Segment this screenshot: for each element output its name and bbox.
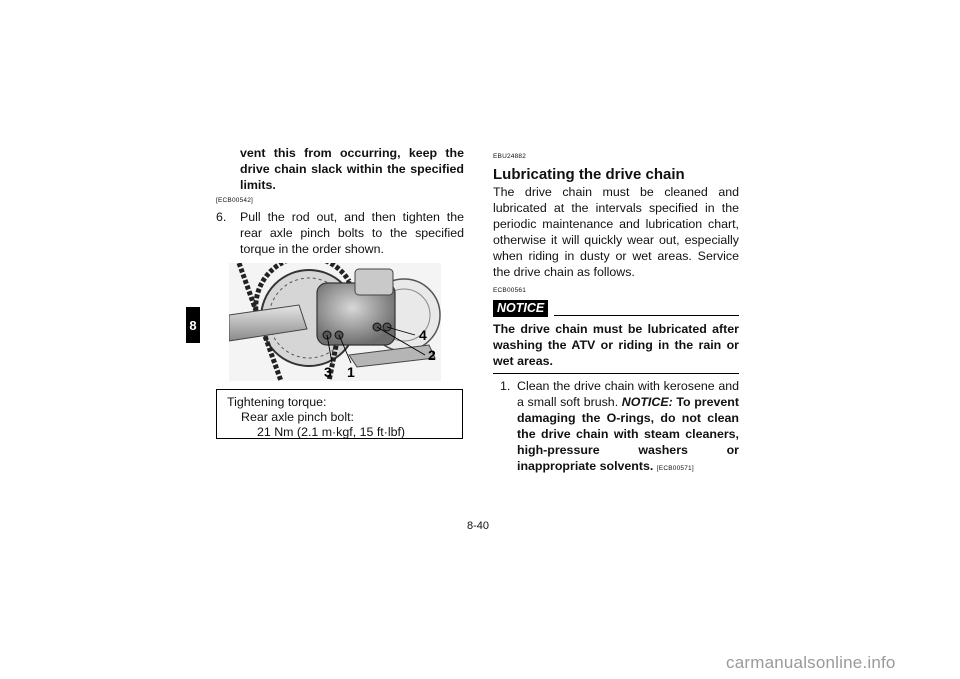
callout-4: 4 bbox=[419, 327, 427, 343]
torque-spec-box bbox=[216, 389, 463, 439]
notice-continuation: vent this from occurring, keep the drive chain slack within the specified limits. bbox=[240, 146, 464, 192]
step1-text: Clean the drive chain with kerosene and a small soft brush. bbox=[517, 379, 739, 409]
section-intro: The drive chain must be cleaned and lubricated at the intervals specified in the periodic maintenance and lubrication chart, otherwise it will quickly wear out, especially when riding in dusty or wet areas. Service the drive chain as follows. bbox=[493, 185, 739, 279]
torque-heading: Tightening torque: bbox=[227, 395, 327, 409]
torque-value: 21 Nm (2.1 m·kgf, 15 ft·lbf) bbox=[257, 425, 406, 439]
callout-2: 2 bbox=[428, 347, 436, 363]
chapter-tab: 8 bbox=[186, 307, 200, 343]
step1-reference-code: [ECB00571] bbox=[656, 465, 694, 472]
watermark: carmanualsonline.info bbox=[726, 653, 896, 672]
left-column bbox=[216, 145, 464, 257]
axle-pinch-bolts-figure bbox=[229, 263, 441, 381]
callout-1: 1 bbox=[347, 364, 355, 380]
step-6 bbox=[216, 209, 464, 257]
step-text: Pull the rod out, and then tighten the rear axle pinch bolts to the specified torque in the order shown. bbox=[240, 210, 464, 256]
notice-bottom-rule bbox=[493, 373, 739, 374]
notice-header bbox=[493, 300, 739, 317]
callout-3: 3 bbox=[324, 364, 332, 380]
notice-rule bbox=[554, 315, 739, 316]
notice-reference-code: [ECB00542] bbox=[216, 197, 254, 204]
section-heading: Lubricating the drive chain bbox=[493, 166, 685, 183]
step-text bbox=[517, 378, 739, 477]
step1-notice-text: To prevent damaging the O-rings, do not clean the drive chain with steam cleaners, high-pressure washers or inappropriate solvents. bbox=[517, 395, 739, 473]
step-number: 1. bbox=[500, 379, 511, 393]
notice-code: ECB00561 bbox=[493, 287, 527, 294]
rear-axle-illustration bbox=[229, 263, 441, 381]
step-number: 6. bbox=[216, 210, 227, 224]
right-column bbox=[493, 146, 739, 477]
torque-item: Rear axle pinch bolt: bbox=[241, 410, 354, 424]
notice-label: NOTICE bbox=[493, 300, 548, 317]
page-number: 8-40 bbox=[467, 520, 490, 532]
step1-notice-label: NOTICE: bbox=[621, 395, 673, 409]
section-code: EBU24882 bbox=[493, 153, 527, 160]
step-1 bbox=[493, 378, 739, 477]
notice-text: The drive chain must be lubricated after washing the ATV or riding in the rain or wet areas. bbox=[493, 322, 739, 368]
